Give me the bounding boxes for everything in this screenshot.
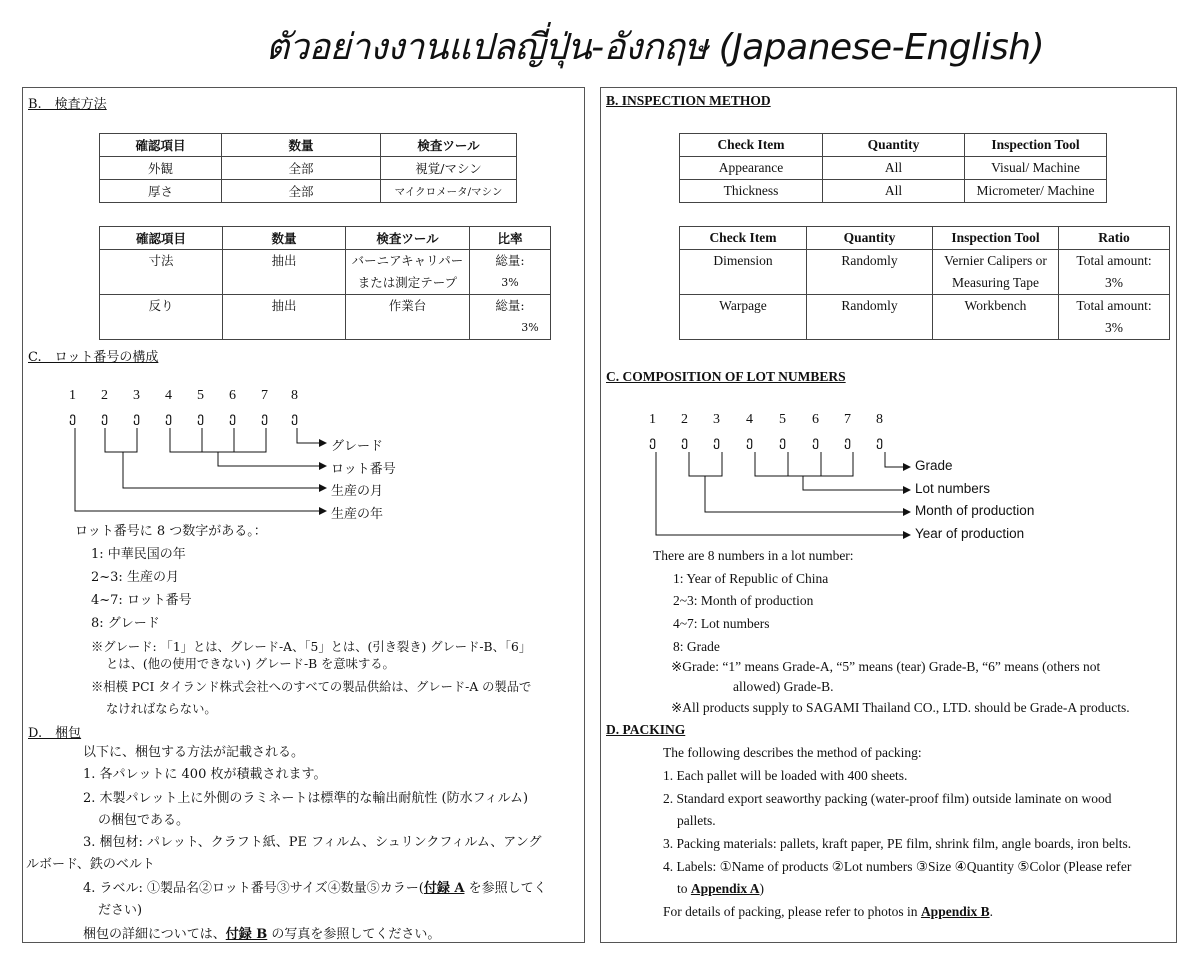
cell-text: 総量: — [495, 298, 525, 313]
digit-glyph: ე — [291, 410, 299, 426]
lot-item: 2~3: Month of production — [673, 593, 814, 608]
cell-text: 3% — [501, 276, 519, 289]
section-b-heading: B. 検査方法 — [28, 97, 107, 112]
section-d-heading: D. PACKING — [606, 722, 686, 737]
digit-glyph: ე — [812, 434, 820, 450]
diagram-connectors — [23, 388, 583, 523]
digit-glyph: ე — [681, 434, 689, 450]
table-header: Quantity — [823, 134, 965, 157]
lot-item: 8: Grade — [673, 639, 720, 654]
table-row — [100, 250, 551, 295]
packing-item-2: 2. Standard export seaworthy packing (water-proof film) outside laminate on wood — [663, 791, 1112, 806]
table-row — [100, 295, 551, 340]
cell-text: バーニアキャリパー — [351, 253, 464, 268]
packing-intro: The following describes the method of packing: — [663, 745, 922, 760]
packing-item-1: 1. Each pallet will be loaded with 400 sheets. — [663, 768, 908, 783]
packing-item-3: 3. 梱包材: パレット、クラフト紙、PE フィルム、シュリンクフィルム、アング — [83, 835, 542, 850]
grade-note: ※グレード: 「1」とは、グレード-A、「5」とは、(引き裂き) グレード-B、「6」 — [91, 640, 532, 654]
digit-label: 5 — [779, 412, 786, 427]
table-header: 比率 — [470, 227, 551, 250]
cell-text: Dimension — [713, 253, 773, 268]
digit-glyph: ე — [229, 410, 237, 426]
digit-glyph: ე — [261, 410, 269, 426]
cell-text: 3% — [1105, 275, 1123, 290]
table-cell: All — [823, 180, 965, 203]
digit-label: 3 — [713, 412, 720, 427]
month-connector — [705, 476, 910, 512]
table-cell: Thickness — [680, 180, 823, 203]
digit-label: 2 — [681, 412, 688, 427]
table-header: Ratio — [1059, 227, 1170, 250]
table-cell: Appearance — [680, 157, 823, 180]
supply-note-cont: なければならない。 — [106, 702, 217, 716]
cell-text: 作業台 — [388, 298, 427, 313]
table-header-row — [680, 134, 1107, 157]
table-cell — [680, 250, 807, 295]
inspection-table-2 — [679, 226, 1170, 340]
lot-connector — [803, 476, 910, 490]
lot-number-diagram — [601, 412, 1176, 547]
lot-item: 4~7: ロット番号 — [91, 593, 192, 608]
table-cell: Visual/ Machine — [965, 157, 1107, 180]
cell-text: 総量: — [495, 253, 525, 268]
grade-connector — [297, 428, 326, 443]
section-c-heading: C. ロット番号の構成 — [28, 350, 159, 365]
diagram-label-year: Year of production — [915, 526, 1025, 541]
digit-label: 4 — [165, 388, 172, 403]
table-cell: 全部 — [222, 180, 381, 203]
digit-label: 4 — [746, 412, 753, 427]
table-header: Inspection Tool — [933, 227, 1059, 250]
table-cell — [470, 295, 551, 340]
table-cell: 外観 — [100, 157, 222, 180]
table-cell: マイクロメータ/マシン — [381, 180, 517, 203]
table-cell — [680, 295, 807, 340]
diagram-label-lot: ロット番号 — [331, 462, 396, 477]
inspection-table-1 — [679, 133, 1107, 203]
packing-item-4 — [83, 878, 547, 900]
appendix-b-link[interactable]: Appendix B — [920, 904, 990, 919]
lot-bracket — [755, 452, 853, 476]
digit-glyph: ე — [876, 434, 884, 450]
digit-label: 8 — [876, 412, 883, 427]
digit-glyph: ე — [746, 434, 754, 450]
diagram-label-grade: Grade — [915, 458, 953, 473]
section-d-heading: D. 梱包 — [28, 726, 82, 741]
cell-text: Total amount: — [1076, 298, 1152, 313]
table-cell — [346, 295, 470, 340]
details-text: . — [989, 904, 993, 919]
digit-label: 7 — [844, 412, 851, 427]
cell-text: Vernier Calipers or — [944, 253, 1047, 268]
digit-label: 1 — [649, 412, 656, 427]
digit-glyph: ე — [844, 434, 852, 450]
table-row — [680, 295, 1170, 340]
lot-item: 2~3: 生産の月 — [91, 570, 179, 585]
lot-item: 1: Year of Republic of China — [673, 571, 829, 586]
supply-note: ※All products supply to SAGAMI Thailand CO., LTD. should be Grade-A products. — [671, 700, 1130, 715]
grade-note-cont: とは、(他の使用できない) グレード-B を意味する。 — [106, 657, 395, 671]
label-text: ) — [759, 881, 765, 896]
table-row — [680, 157, 1107, 180]
supply-note: ※相模 PCI タイランド株式会社へのすべての製品供給は、グレード-A の製品で — [91, 680, 532, 694]
lot-intro: There are 8 numbers in a lot number: — [653, 548, 854, 563]
cell-text: 3% — [1105, 320, 1123, 335]
digit-label: 2 — [101, 388, 108, 403]
table-cell — [933, 250, 1059, 295]
table-cell: Micrometer/ Machine — [965, 180, 1107, 203]
lot-number-diagram — [23, 388, 583, 523]
table-header: 確認項目 — [100, 134, 222, 157]
diagram-connectors — [601, 412, 1176, 547]
digit-label: 6 — [812, 412, 819, 427]
table-cell: All — [823, 157, 965, 180]
inspection-table-2 — [99, 226, 551, 340]
digit-label: 6 — [229, 388, 236, 403]
cell-text: Warpage — [719, 298, 767, 313]
digit-glyph: ე — [133, 410, 141, 426]
cell-text: 寸法 — [148, 253, 174, 268]
year-connector — [656, 452, 910, 535]
packing-item-2-cont: の梱包である。 — [98, 813, 190, 828]
table-row — [680, 250, 1170, 295]
digit-glyph: ე — [197, 410, 205, 426]
digit-label: 8 — [291, 388, 298, 403]
lot-bracket — [170, 428, 266, 452]
digit-label: 3 — [133, 388, 140, 403]
table-header: 検査ツール — [346, 227, 470, 250]
english-panel — [600, 87, 1177, 943]
cell-text: 反り — [148, 298, 174, 313]
table-cell: 視覚/マシン — [381, 157, 517, 180]
table-cell — [470, 250, 551, 295]
section-b-heading: B. INSPECTION METHOD — [606, 93, 771, 108]
table-header: Inspection Tool — [965, 134, 1107, 157]
cell-text: または測定テープ — [357, 275, 458, 290]
table-header: Quantity — [807, 227, 933, 250]
table-header: Check Item — [680, 134, 823, 157]
digit-glyph: ე — [101, 410, 109, 426]
packing-details — [663, 901, 993, 923]
table-row — [100, 180, 517, 203]
digit-glyph: ე — [649, 434, 657, 450]
diagram-label-grade: グレード — [331, 439, 384, 454]
table-cell — [1059, 295, 1170, 340]
table-cell — [807, 295, 933, 340]
cell-text: Randomly — [841, 298, 898, 313]
cell-text: 抽出 — [271, 253, 297, 268]
digit-glyph: ე — [165, 410, 173, 426]
details-text: For details of packing, please refer to photos in — [663, 904, 921, 919]
month-bracket — [105, 428, 137, 452]
diagram-label-year: 生産の年 — [331, 507, 384, 522]
table-cell: 厚さ — [100, 180, 222, 203]
inspection-table-1 — [99, 133, 517, 203]
table-header: 数量 — [223, 227, 346, 250]
appendix-a-link[interactable]: Appendix A — [690, 881, 760, 896]
digit-glyph: ე — [779, 434, 787, 450]
packing-item-4-cont — [677, 878, 764, 900]
table-row — [680, 180, 1107, 203]
details-text: 梱包の詳細については、 — [83, 927, 226, 942]
table-cell — [933, 295, 1059, 340]
table-header-row — [100, 134, 517, 157]
cell-text: Randomly — [841, 253, 898, 268]
packing-item-2-cont: pallets. — [677, 813, 716, 828]
table-header: 検査ツール — [381, 134, 517, 157]
appendix-b-link[interactable]: 付録 B — [225, 927, 268, 942]
packing-item-3-cont: ルボード、鉄のベルト — [26, 857, 155, 872]
diagram-label-lot: Lot numbers — [915, 481, 991, 496]
cell-text: 3% — [521, 321, 539, 334]
table-header-row — [100, 227, 551, 250]
label-text: to — [677, 881, 691, 896]
cell-text: 抽出 — [271, 298, 297, 313]
digit-label: 7 — [261, 388, 268, 403]
cell-text: Measuring Tape — [952, 275, 1039, 290]
table-header: 確認項目 — [100, 227, 223, 250]
table-row — [100, 157, 517, 180]
table-cell: 全部 — [222, 157, 381, 180]
page-title: ตัวอย่างงานแปลญี่ปุ่น-อังกฤษ (Japanese-English) — [265, 27, 1045, 68]
japanese-panel — [22, 87, 585, 943]
digit-glyph: ე — [713, 434, 721, 450]
lot-connector — [218, 452, 326, 466]
packing-details — [83, 924, 440, 946]
packing-intro: 以下に、梱包する方法が記載される。 — [83, 745, 305, 760]
month-connector — [123, 452, 326, 488]
table-cell — [807, 250, 933, 295]
packing-item-2: 2. 木製パレット上に外側のラミネートは標準的な輸出耐航性 (防水フィルム) — [83, 791, 529, 806]
lot-item: 4~7: Lot numbers — [673, 616, 770, 631]
cell-text: Total amount: — [1076, 253, 1152, 268]
lot-item: 1: 中華民国の年 — [91, 547, 186, 562]
label-text: 4. ラベル: ①製品名②ロット番号③サイズ④数量⑤カラー( — [83, 881, 424, 896]
grade-note-cont: allowed) Grade-B. — [733, 679, 834, 694]
grade-connector — [885, 452, 910, 467]
diagram-label-month: 生産の月 — [331, 484, 384, 499]
table-cell — [100, 295, 223, 340]
label-text: を参照してく — [464, 881, 547, 896]
table-cell — [100, 250, 223, 295]
table-cell — [1059, 250, 1170, 295]
section-c-heading: C. COMPOSITION OF LOT NUMBERS — [606, 369, 846, 384]
digit-glyph: ე — [69, 410, 77, 426]
lot-item: 8: グレード — [91, 616, 160, 631]
year-connector — [75, 428, 326, 511]
packing-item-1: 1. 各パレットに 400 枚が積載されます。 — [83, 767, 327, 782]
appendix-a-link[interactable]: 付録 A — [423, 881, 465, 896]
table-cell — [223, 250, 346, 295]
cell-text: Workbench — [964, 298, 1027, 313]
table-header-row — [680, 227, 1170, 250]
packing-item-4: 4. Labels: ①Name of products ②Lot numbers ③Size ④Quantity ⑤Color (Please refer — [663, 859, 1132, 874]
digit-label: 5 — [197, 388, 204, 403]
packing-item-3: 3. Packing materials: pallets, kraft paper, PE film, shrink film, angle boards, iron belts. — [663, 836, 1132, 851]
month-bracket — [689, 452, 722, 476]
packing-item-4-cont: ださい) — [98, 903, 143, 918]
diagram-label-month: Month of production — [915, 503, 1035, 518]
table-header: 数量 — [222, 134, 381, 157]
digit-label: 1 — [69, 388, 76, 403]
table-cell — [223, 295, 346, 340]
table-cell — [346, 250, 470, 295]
grade-note: ※Grade: “1” means Grade-A, “5” means (tear) Grade-B, “6” means (others not — [671, 659, 1101, 674]
lot-intro: ロット番号に 8 つ数字がある。： — [75, 524, 267, 539]
table-header: Check Item — [680, 227, 807, 250]
details-text: の写真を参照してください。 — [267, 927, 441, 942]
